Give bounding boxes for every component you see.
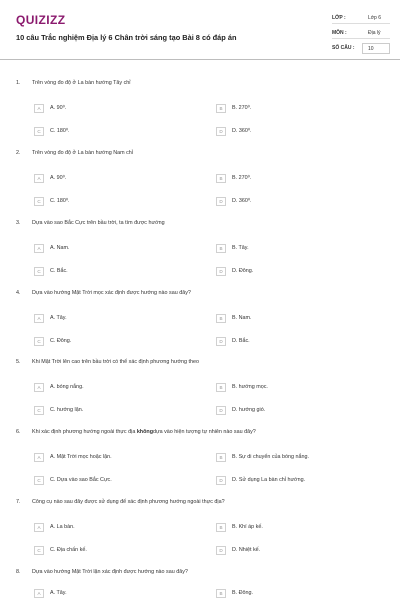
quizizz-logo: QUIZIZZ — [16, 13, 66, 27]
option-letter-box: D — [216, 406, 226, 415]
option-text: A. Mặt Trời mọc hoặc lặn. — [50, 454, 112, 460]
option-letter-box: A — [34, 174, 44, 183]
option-d[interactable] — [216, 127, 366, 136]
option-c[interactable] — [34, 476, 184, 485]
option-text: B. hướng mọc. — [232, 384, 268, 390]
option-text: C. Dựa vào sao Bắc Cực. — [50, 477, 112, 483]
option-letter-box: B — [216, 383, 226, 392]
question-number: 2. — [16, 150, 21, 156]
option-text: B. Tây. — [232, 245, 249, 251]
option-text: D. Sử dụng La bàn chỉ hướng. — [232, 477, 306, 483]
question-1 — [0, 80, 400, 150]
question-text-part: dựa vào hiện tượng tự nhiên nào sau đây? — [152, 429, 256, 435]
question-number: 8. — [16, 569, 21, 575]
option-a[interactable] — [34, 104, 184, 113]
option-b[interactable] — [216, 383, 366, 392]
meta-label: LỚP : — [332, 15, 346, 21]
option-c[interactable] — [34, 127, 184, 136]
option-letter-box: C — [34, 406, 44, 415]
option-letter-box: A — [34, 589, 44, 598]
option-text: C. hướng lặn. — [50, 407, 84, 413]
option-d[interactable] — [216, 406, 366, 415]
meta-grade — [332, 13, 390, 24]
option-c[interactable] — [34, 337, 184, 346]
option-d[interactable] — [216, 197, 366, 206]
option-text: D. Bắc. — [232, 338, 250, 344]
question-text: Trên vòng đo độ ở La bàn hướng Tây chỉ — [32, 80, 131, 86]
option-b[interactable] — [216, 453, 366, 462]
option-a[interactable] — [34, 174, 184, 183]
option-letter-box: C — [34, 267, 44, 276]
option-text: D. Đông. — [232, 268, 254, 274]
option-letter-box: D — [216, 197, 226, 206]
divider — [332, 38, 390, 39]
meta-subject — [332, 28, 390, 39]
question-text-part: Khi xác định phương hướng ngoài thực địa — [32, 429, 137, 435]
meta-count — [332, 43, 390, 54]
option-letter-box: C — [34, 337, 44, 346]
option-letter-box: B — [216, 174, 226, 183]
meta-value: 10 — [368, 46, 374, 52]
option-text: B. 270⁰. — [232, 105, 252, 111]
option-b[interactable] — [216, 244, 366, 253]
option-letter-box: A — [34, 523, 44, 532]
option-letter-box: A — [34, 383, 44, 392]
option-b[interactable] — [216, 589, 366, 598]
question-number: 5. — [16, 359, 21, 365]
option-a[interactable] — [34, 523, 184, 532]
option-letter-box: A — [34, 244, 44, 253]
question-2 — [0, 150, 400, 220]
option-letter-box: C — [34, 127, 44, 136]
option-text: B. Đông. — [232, 590, 253, 596]
question-8 — [0, 569, 400, 600]
option-letter-box: A — [34, 453, 44, 462]
meta-value: Lớp 6 — [368, 15, 382, 21]
question-text: Trên vòng đo độ ở La bàn hướng Nam chỉ — [32, 150, 133, 156]
option-text: B. Khí áp kế. — [232, 524, 263, 530]
option-letter-box: B — [216, 523, 226, 532]
meta-count-box — [362, 43, 390, 54]
option-text: A. 90⁰. — [50, 105, 67, 111]
option-letter-box: D — [216, 127, 226, 136]
option-a[interactable] — [34, 453, 184, 462]
option-letter-box: C — [34, 476, 44, 485]
option-text: C. Đông. — [50, 338, 72, 344]
question-number: 6. — [16, 429, 21, 435]
option-a[interactable] — [34, 244, 184, 253]
question-text — [32, 429, 256, 435]
question-text: Công cụ nào sau đây được sử dụng để xác định phương hướng ngoài thực địa? — [32, 499, 225, 505]
option-letter-box: B — [216, 244, 226, 253]
option-d[interactable] — [216, 267, 366, 276]
option-text: D. Nhiệt kế. — [232, 547, 261, 553]
option-text: A. La bàn. — [50, 524, 75, 530]
option-c[interactable] — [34, 406, 184, 415]
question-text: Dựa vào hướng Mặt Trời mọc xác định được hướng nào sau đây? — [32, 290, 191, 296]
option-text: C. Địa chấn kế. — [50, 547, 87, 553]
option-b[interactable] — [216, 523, 366, 532]
question-5 — [0, 359, 400, 429]
option-b[interactable] — [216, 104, 366, 113]
option-text: C. Bắc. — [50, 268, 68, 274]
divider — [332, 23, 390, 24]
option-text: B. Nam. — [232, 315, 252, 321]
page-title: 10 câu Trắc nghiệm Địa lý 6 Chân trời sáng tạo Bài 8 có đáp án — [16, 33, 237, 42]
option-letter-box: D — [216, 337, 226, 346]
option-letter-box: C — [34, 197, 44, 206]
option-d[interactable] — [216, 546, 366, 555]
question-6 — [0, 429, 400, 499]
meta-label: SỐ CÂU : — [332, 45, 355, 51]
meta-value: Địa lý — [368, 30, 381, 36]
option-text: A. Tây. — [50, 590, 67, 596]
question-7 — [0, 499, 400, 569]
question-number: 7. — [16, 499, 21, 505]
option-text: A. Nam. — [50, 245, 70, 251]
option-text: B. 270⁰. — [232, 175, 252, 181]
option-a[interactable] — [34, 314, 184, 323]
option-text: D. hướng gió. — [232, 407, 266, 413]
option-letter-box: D — [216, 267, 226, 276]
option-text: A. bóng nắng. — [50, 384, 84, 390]
option-c[interactable] — [34, 197, 184, 206]
option-text: C. 180⁰. — [50, 198, 70, 204]
option-letter-box: D — [216, 476, 226, 485]
option-c[interactable] — [34, 267, 184, 276]
question-4 — [0, 290, 400, 360]
question-text: Khi Mặt Trời lên cao trên bầu trời có thể xác định phương hướng theo — [32, 359, 199, 365]
option-b[interactable] — [216, 174, 366, 183]
option-text: D. 360⁰. — [232, 198, 252, 204]
option-text: D. 360⁰. — [232, 128, 252, 134]
question-3 — [0, 220, 400, 290]
option-letter-box: B — [216, 453, 226, 462]
option-text: C. 180⁰. — [50, 128, 70, 134]
option-letter-box: B — [216, 314, 226, 323]
option-letter-box: A — [34, 314, 44, 323]
question-text: Dựa vào hướng Mặt Trời lặn xác định được hướng nào sau đây? — [32, 569, 188, 575]
option-a[interactable] — [34, 589, 184, 598]
question-text-emphasis: không — [136, 429, 153, 435]
question-number: 4. — [16, 290, 21, 296]
option-text: B. Sự di chuyển của bóng nắng. — [232, 454, 310, 460]
question-number: 1. — [16, 80, 21, 86]
worksheet-header — [0, 0, 400, 60]
option-c[interactable] — [34, 546, 184, 555]
option-a[interactable] — [34, 383, 184, 392]
question-text: Dựa vào sao Bắc Cực trên bầu trời, ta tìm được hướng — [32, 220, 165, 226]
meta-label: MÔN : — [332, 30, 347, 36]
option-text: A. 90⁰. — [50, 175, 67, 181]
option-letter-box: D — [216, 546, 226, 555]
option-letter-box: B — [216, 589, 226, 598]
option-letter-box: A — [34, 104, 44, 113]
question-number: 3. — [16, 220, 21, 226]
option-letter-box: B — [216, 104, 226, 113]
option-letter-box: C — [34, 546, 44, 555]
option-b[interactable] — [216, 314, 366, 323]
option-text: A. Tây. — [50, 315, 67, 321]
option-d[interactable] — [216, 337, 366, 346]
option-d[interactable] — [216, 476, 366, 485]
